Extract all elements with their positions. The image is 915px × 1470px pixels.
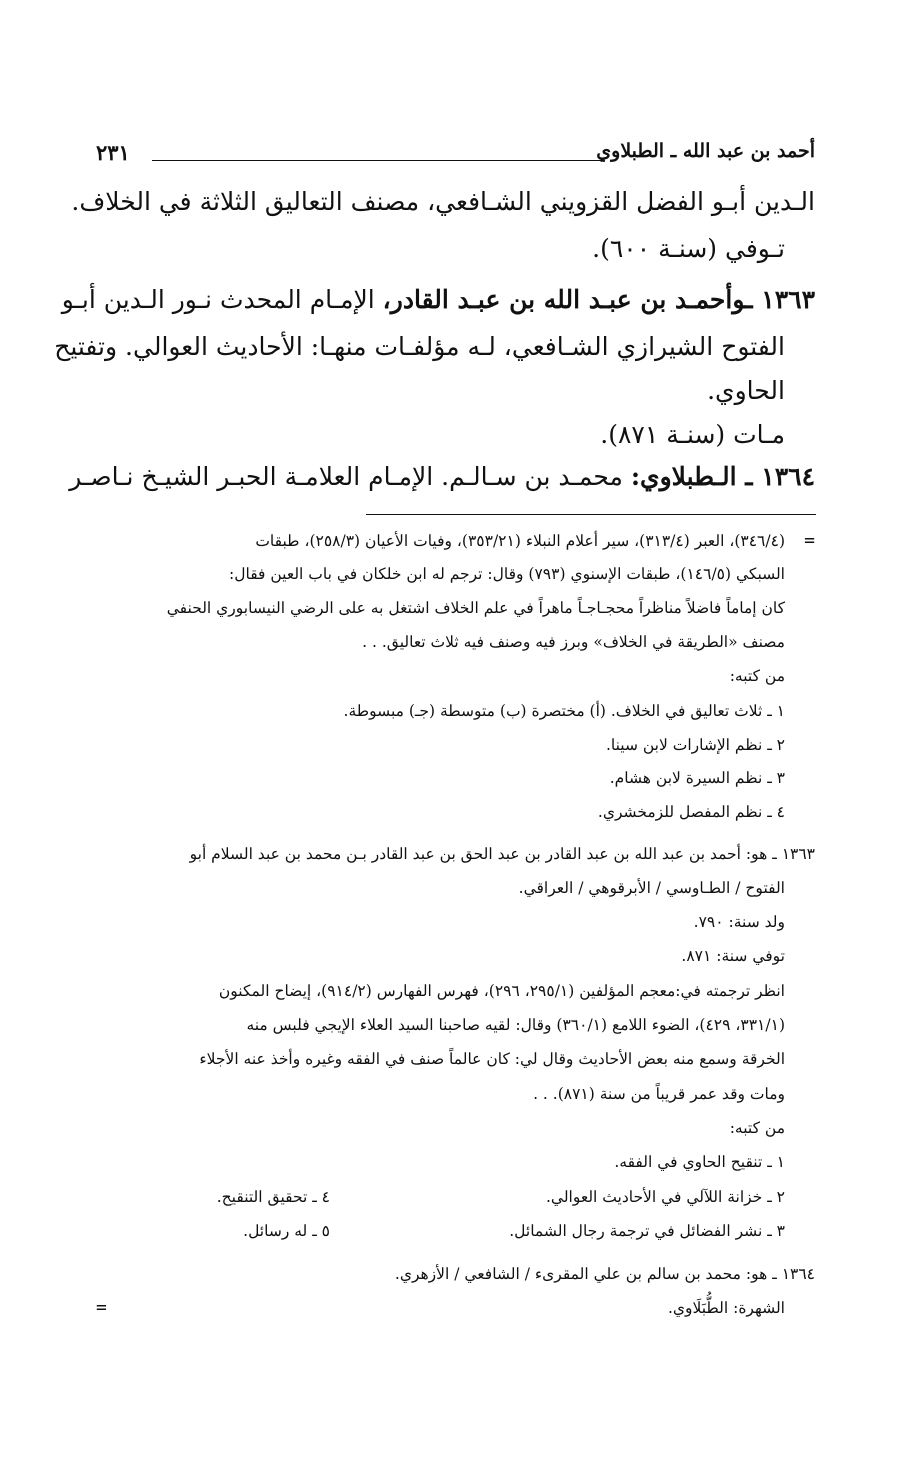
running-header-title: أحمد بن عبد الله ـ الطبلاوي [596, 140, 815, 162]
footnote-line: (٣٣١/١، ٤٢٩)، الضوء اللامع (٣٦٠/١) وقال: لقيه صاحبنا السيد العلاء الإيجي فلبس منه [246, 1016, 785, 1034]
footnote-line: السبكي (١٤٦/٥)، طبقات الإسنوي (٧٩٣) وقال: ترجم له ابن خلكان في باب العين فقال: [229, 565, 785, 583]
main-line-6: مـات (سنـة ٨٧١). [600, 420, 785, 449]
main-line-5: الحاوي. [707, 376, 785, 405]
footnote-line: كان إماماً فاضلاً مناظراً محجـاجـاً ماهراً في علم الخلاف اشتغل به على الرضي النيسابوري الحنفي [166, 599, 785, 617]
entry-1363-name: وأحمـد بن عبـد الله بن عبـد القادر، [382, 285, 746, 314]
footnote-line: ٣ ـ نظم السيرة لابن هشام. [609, 769, 785, 787]
footnote-line: من كتبه: [729, 1119, 785, 1137]
entry-1364-label: ١٣٦٤ ـ الـطبلاوي: [630, 462, 815, 491]
footnote-line: ومات وقد عمر قريباً من سنة (٨٧١). . . [533, 1085, 785, 1103]
footnote-line: ٥ ـ له رسائل. [243, 1222, 330, 1240]
footnote-line: الفتوح / الطـاوسي / الأبرقوهي / العراقي. [518, 879, 785, 897]
footnote-line: مصنف «الطريقة في الخلاف» وبرز فيه وصنف فيه ثلاث تعاليق. . . [362, 633, 785, 651]
footnote-line: ولد سنة: ٧٩٠. [693, 913, 785, 931]
footnote-line: الخرقة وسمع منه بعض الأحاديث وقال لي: كان عالماً صنف في الفقه وغيره وأخذ عنه الأجلاء [199, 1050, 785, 1068]
main-line-1: الـدين أبـو الفضل القزويني الشـافعي، مصنف التعاليق الثلاثة في الخلاف. [71, 187, 815, 216]
entry-1364-rest: محمـد بن سـالـم. الإمـام العلامـة الحبـر الشيـخ نـاصـر [69, 462, 631, 491]
page-number: ٢٣١ [96, 140, 130, 165]
footnote-line: ٤ ـ نظم المفصل للزمخشري. [597, 803, 785, 821]
main-line-2: تـوفي (سنـة ٦٠٠). [592, 234, 785, 263]
continuation-mark-top: = [804, 530, 815, 551]
entry-1363-heading [62, 283, 815, 317]
footnote-line: انظر ترجمته في:معجم المؤلفين (٢٩٥/١، ٢٩٦)، فهرس الفهارس (٩١٤/٢)، إيضاح المكنون [218, 982, 785, 1000]
footnote-line: ٢ ـ نظم الإشارات لابن سينا. [605, 736, 785, 754]
entry-1363-rest: الإمـام المحدث نـور الـدين أبـو [61, 285, 383, 314]
continuation-mark-bottom: = [96, 1297, 107, 1318]
entry-1363-number: ١٣٦٣ ـ [745, 285, 815, 314]
header-rule [152, 160, 604, 161]
footnote-separator [366, 514, 816, 515]
footnote-line: الشهرة: الطُّبَلَاوي. [667, 1299, 785, 1317]
entry-1364-heading [69, 460, 815, 494]
footnote-line: (٣٤٦/٤)، العبر (٣١٣/٤)، سير أعلام النبلاء (٣٥٣/٢١)، وفيات الأعيان (٢٥٨/٣)، طبقات [255, 532, 785, 550]
footnote-line: توفي سنة: ٨٧١. [681, 947, 785, 965]
footnote-line: ١ ـ ثلاث تعاليق في الخلاف. (أ) مختصرة (ب) متوسطة (جـ) مبسوطة. [343, 702, 785, 720]
footnote-line: ٤ ـ تحقيق التنقيح. [216, 1188, 330, 1206]
main-line-4: الفتوح الشيرازي الشـافعي، لـه مؤلفـات منهـا: الأحاديث العوالي. وتفتيح [54, 332, 785, 361]
footnote-line: ١ ـ تنقيح الحاوي في الفقه. [614, 1153, 785, 1171]
footnote-line-1364: ١٣٦٤ ـ هو: محمد بن سالم بن علي المقرىء / الشافعي / الأزهري. [394, 1265, 815, 1283]
footnote-line: ٣ ـ نشر الفضائل في ترجمة رجال الشمائل. [509, 1222, 785, 1240]
footnote-line: ٢ ـ خزانة اللآلي في الأحاديث العوالي. [545, 1188, 785, 1206]
footnote-line-1363: ١٣٦٣ ـ هو: أحمد بن عبد الله بن عبد القادر بن عبد الحق بن عبد القادر بـن محمد بن عبد السلام أبو [189, 845, 815, 863]
footnote-line: من كتبه: [729, 667, 785, 685]
